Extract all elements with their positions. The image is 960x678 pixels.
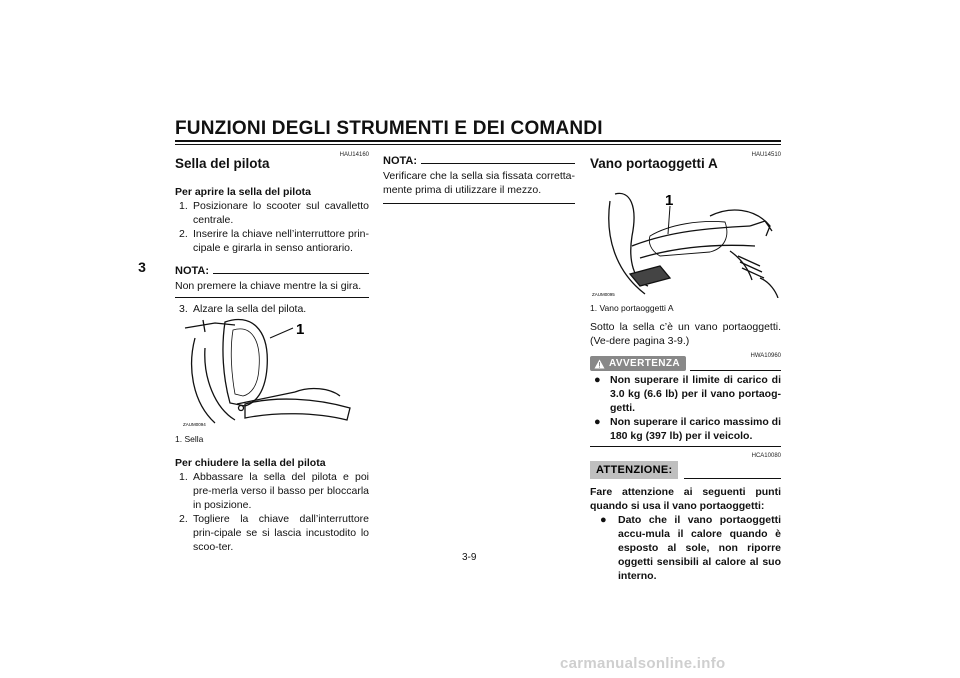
nota-text: Verificare che la sella sia fissata corretta-mente prima di utilizzare il mezzo. — [383, 170, 575, 196]
attention-badge: ATTENZIONE: — [590, 461, 678, 479]
column-2 — [383, 155, 575, 204]
nota-label: NOTA: — [175, 265, 210, 277]
attention-intro: Fare attenzione ai seguenti punti quando si usa il vano portaoggetti: — [590, 486, 781, 512]
scooter-seat-illustration — [175, 308, 369, 428]
close-title: Per chiudere la sella del pilota — [175, 457, 326, 469]
section-heading: Sella del pilota — [175, 156, 270, 171]
nota-rule — [213, 273, 369, 274]
section-heading: Vano portaoggetti A — [590, 156, 718, 171]
attention-header — [590, 461, 781, 479]
intro-text: Sotto la sella c’è un vano portaoggetti. (Ve-dere pagina 3-9.) — [590, 321, 781, 347]
figure-callout: 1 — [296, 321, 305, 338]
section-code: HAU14510 — [751, 152, 781, 158]
nota-header — [175, 265, 369, 277]
list-item: 1. Posizionare lo scooter sul cavalletto centrale. — [179, 200, 369, 226]
list-item: 1. Abbassare la sella del pilota e poi pre-merla verso il basso per bloccarla in posizione. — [179, 471, 369, 511]
watermark: carmanualsonline.info — [560, 655, 726, 672]
figure-storage-compartment — [590, 186, 781, 298]
section-code: HAU14160 — [339, 152, 369, 158]
column-1 — [175, 152, 369, 316]
list-item: 2. Togliere la chiave dall’interruttore prin-cipale se si lascia incustodito lo scoo-ter. — [179, 513, 369, 553]
nota-end-rule — [175, 297, 369, 298]
figure-code: ZAUM0095 — [592, 292, 615, 297]
list-item: 2. Inserire la chiave nell’interruttore prin-cipale e girarla in senso antiorario. — [179, 228, 369, 254]
attention-list — [590, 513, 781, 583]
column-3-lower — [590, 303, 781, 583]
list-item: ● Dato che il vano portaoggetti accu-mula il calore quando è esposto al sole, non riporre oggetti sensibili al calore al suo interno. — [600, 514, 781, 582]
nota-text: Non premere la chiave mentre la si gira. — [175, 280, 362, 292]
warning-badge — [590, 356, 686, 371]
header-rule — [175, 140, 781, 142]
page-header-title: FUNZIONI DEGLI STRUMENTI E DEI COMANDI — [175, 118, 603, 139]
attention-rule — [684, 478, 781, 479]
figure-code: ZAUM0094 — [183, 422, 206, 427]
warning-list — [590, 373, 781, 443]
figure-rider-seat — [175, 308, 369, 428]
warning-triangle-icon — [594, 359, 605, 369]
nota-label: NOTA: — [383, 155, 418, 167]
column-3 — [590, 152, 781, 171]
nota-header — [383, 155, 575, 167]
list-item: ● Non superare il limite di carico di 3.0 kg (6.6 lb) per il vano portaog-getti. — [594, 374, 781, 414]
column-1-lower — [175, 434, 369, 554]
figure-callout: 1 — [665, 192, 674, 209]
nota-rule — [421, 163, 575, 164]
warning-label: AVVERTENZA — [609, 358, 681, 369]
attention-code: HCA10080 — [751, 453, 781, 459]
figure-caption: 1. Sella — [175, 434, 204, 444]
list-item: ● Non superare il carico massimo di 180 kg (397 lb) per il veicolo. — [594, 416, 781, 442]
header-rule-thin — [175, 144, 781, 145]
close-steps — [175, 470, 369, 554]
warning-code: HWA10960 — [750, 353, 781, 359]
chapter-tab: 3 — [138, 259, 146, 275]
page-number: 3-9 — [462, 552, 477, 563]
nota-end-rule — [383, 203, 575, 204]
figure-caption: 1. Vano portaoggetti A — [590, 303, 674, 313]
warning-end-rule — [590, 446, 781, 447]
open-title: Per aprire la sella del pilota — [175, 186, 311, 198]
open-steps — [175, 199, 369, 255]
warning-rule — [690, 370, 781, 371]
storage-compartment-illustration — [590, 186, 781, 298]
list-item: 3. Alzare la sella del pilota. — [179, 303, 307, 315]
